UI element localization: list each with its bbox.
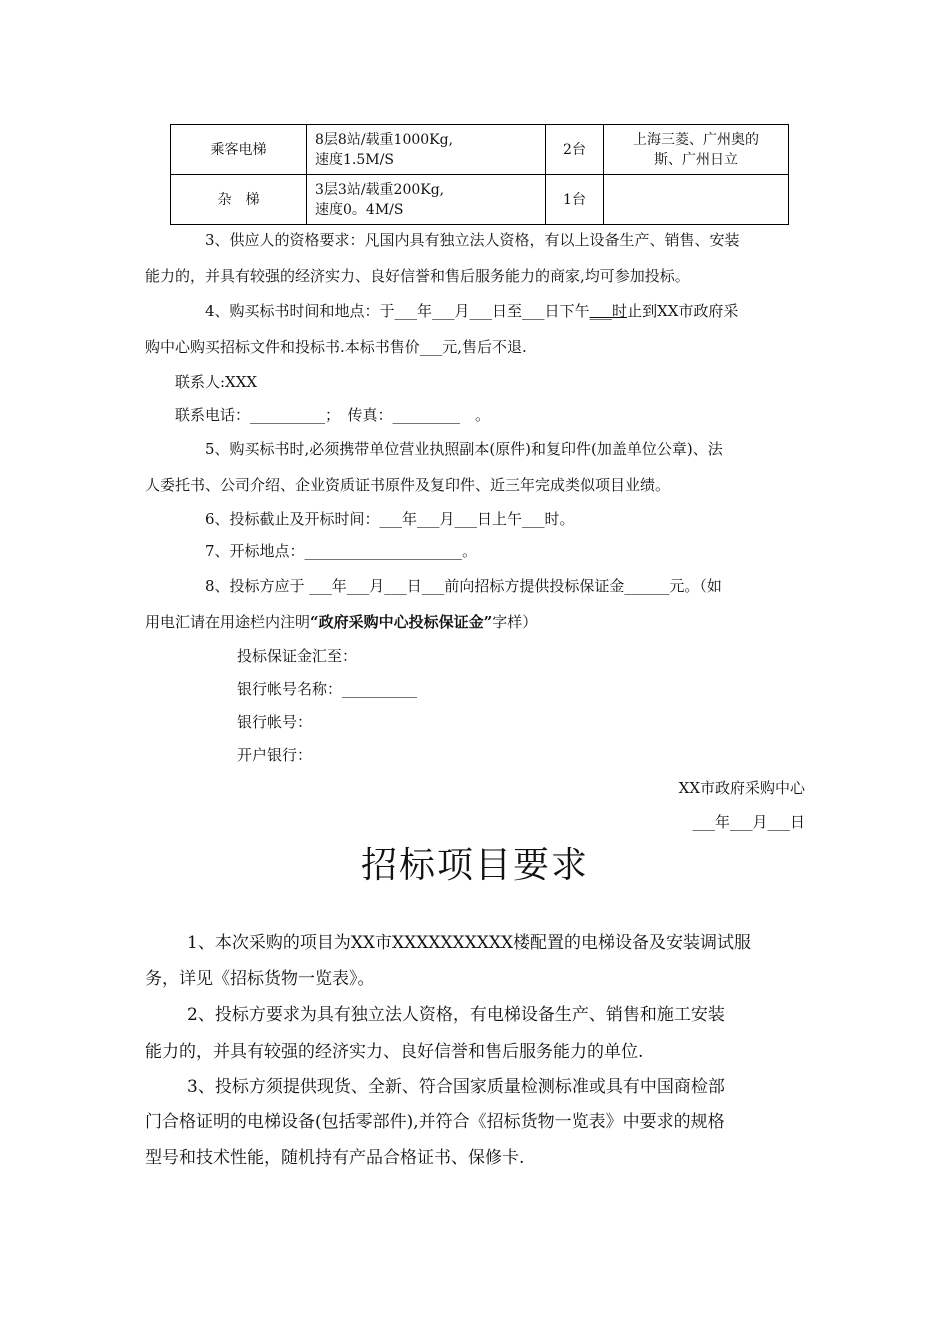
requirement-3-line-1: 3、投标方须提供现货、全新、符合国家质量检测标准或具有中国商检部 (187, 1077, 725, 1097)
bank-account-name: 银行帐号名称：__________ (237, 680, 418, 698)
spec-line: 3层3站/载重200Kg, (315, 181, 445, 198)
requirement-2-line-1: 2、投标方要求为具有独立法人资格，有电梯设备生产、销售和施工安装 (187, 1005, 725, 1025)
item-3-line-2: 能力的，并具有较强的经济实力、良好信誉和售后服务能力的商家,均可参加投标。 (145, 267, 690, 285)
equipment-table (170, 124, 789, 225)
item-8-line-1: 8、投标方应于 ___年___月___日___前向招标方提供投标保证金______元。（如 (205, 577, 722, 595)
item-4-time-blank: ___时 (589, 302, 628, 320)
table-cell-qty: 1台 (546, 175, 604, 225)
spec-line: 速度0。4M/S (315, 201, 404, 218)
section-title: 招标项目要求 (360, 845, 589, 886)
item-8-emphasis: “政府采购中心投标保证金” (310, 613, 493, 631)
item-7: 7、开标地点：_____________________。 (205, 542, 478, 560)
bank-opening: 开户银行： (237, 746, 313, 764)
requirement-1-line-1: 1、本次采购的项目为XX市XXXXXXXXXX楼配置的电梯设备及安装调试服 (187, 933, 752, 953)
spec-line: 8层8站/载重1000Kg, (315, 131, 454, 148)
table-cell-brand (604, 175, 789, 225)
contact-person: 联系人:XXX (175, 373, 258, 391)
requirement-1-line-2: 务，详见《招标货物一览表》。 (145, 969, 375, 989)
item-4-text-c: 止到XX市政府采 (627, 302, 739, 320)
requirement-2-line-2: 能力的，并具有较强的经济实力、良好信誉和售后服务能力的单位. (145, 1042, 644, 1062)
item-6: 6、投标截止及开标时间：___年___月___日上午___时。 (205, 510, 575, 528)
signature-org: XX市政府采购中心 (678, 779, 805, 797)
signature-date: ___年___月___日 (692, 813, 805, 831)
brand-line: 斯、广州日立 (654, 151, 738, 168)
contact-phone-fax: 联系电话：__________； 传真：_________ 。 (175, 406, 491, 424)
table-cell-spec (307, 125, 546, 175)
table-cell-spec (307, 175, 546, 225)
table-cell-name: 杂 梯 (171, 175, 307, 225)
table-row (171, 175, 789, 225)
item-3-line-1: 3、供应人的资格要求：凡国内具有独立法人资格，有以上设备生产、销售、安装 (205, 231, 740, 249)
spec-line: 速度1.5M/S (315, 151, 394, 168)
item-8-text-c: 字样） (492, 613, 538, 631)
item-4-text-a: 4、购买标书时间和地点：于___年___月___日至___日下午 (205, 302, 590, 320)
item-5-line-1: 5、购买标书时,必须携带单位营业执照副本(原件)和复印件(加盖单位公章)、法 (205, 440, 723, 458)
requirement-3-line-2: 门合格证明的电梯设备(包括零部件),并符合《招标货物一览表》中要求的规格 (145, 1112, 725, 1132)
item-4-line-2: 购中心购买招标文件和投标书.本标书售价___元,售后不退. (145, 338, 527, 356)
table-cell-name: 乘客电梯 (171, 125, 307, 175)
item-8-line-2 (145, 612, 537, 632)
item-5-line-2: 人委托书、公司介绍、企业资质证书原件及复印件、近三年完成类似项目业绩。 (145, 476, 671, 494)
bank-remit-to: 投标保证金汇至： (237, 647, 358, 665)
table-cell-brand (604, 125, 789, 175)
item-8-text-a: 用电汇请在用途栏内注明 (145, 613, 311, 631)
requirement-3-line-3: 型号和技术性能，随机持有产品合格证书、保修卡. (145, 1148, 525, 1168)
item-4-line-1 (205, 301, 738, 321)
bank-account-number: 银行帐号： (237, 713, 313, 731)
table-cell-qty: 2台 (546, 125, 604, 175)
brand-line: 上海三菱、广州奥的 (633, 131, 759, 148)
table-row (171, 125, 789, 175)
